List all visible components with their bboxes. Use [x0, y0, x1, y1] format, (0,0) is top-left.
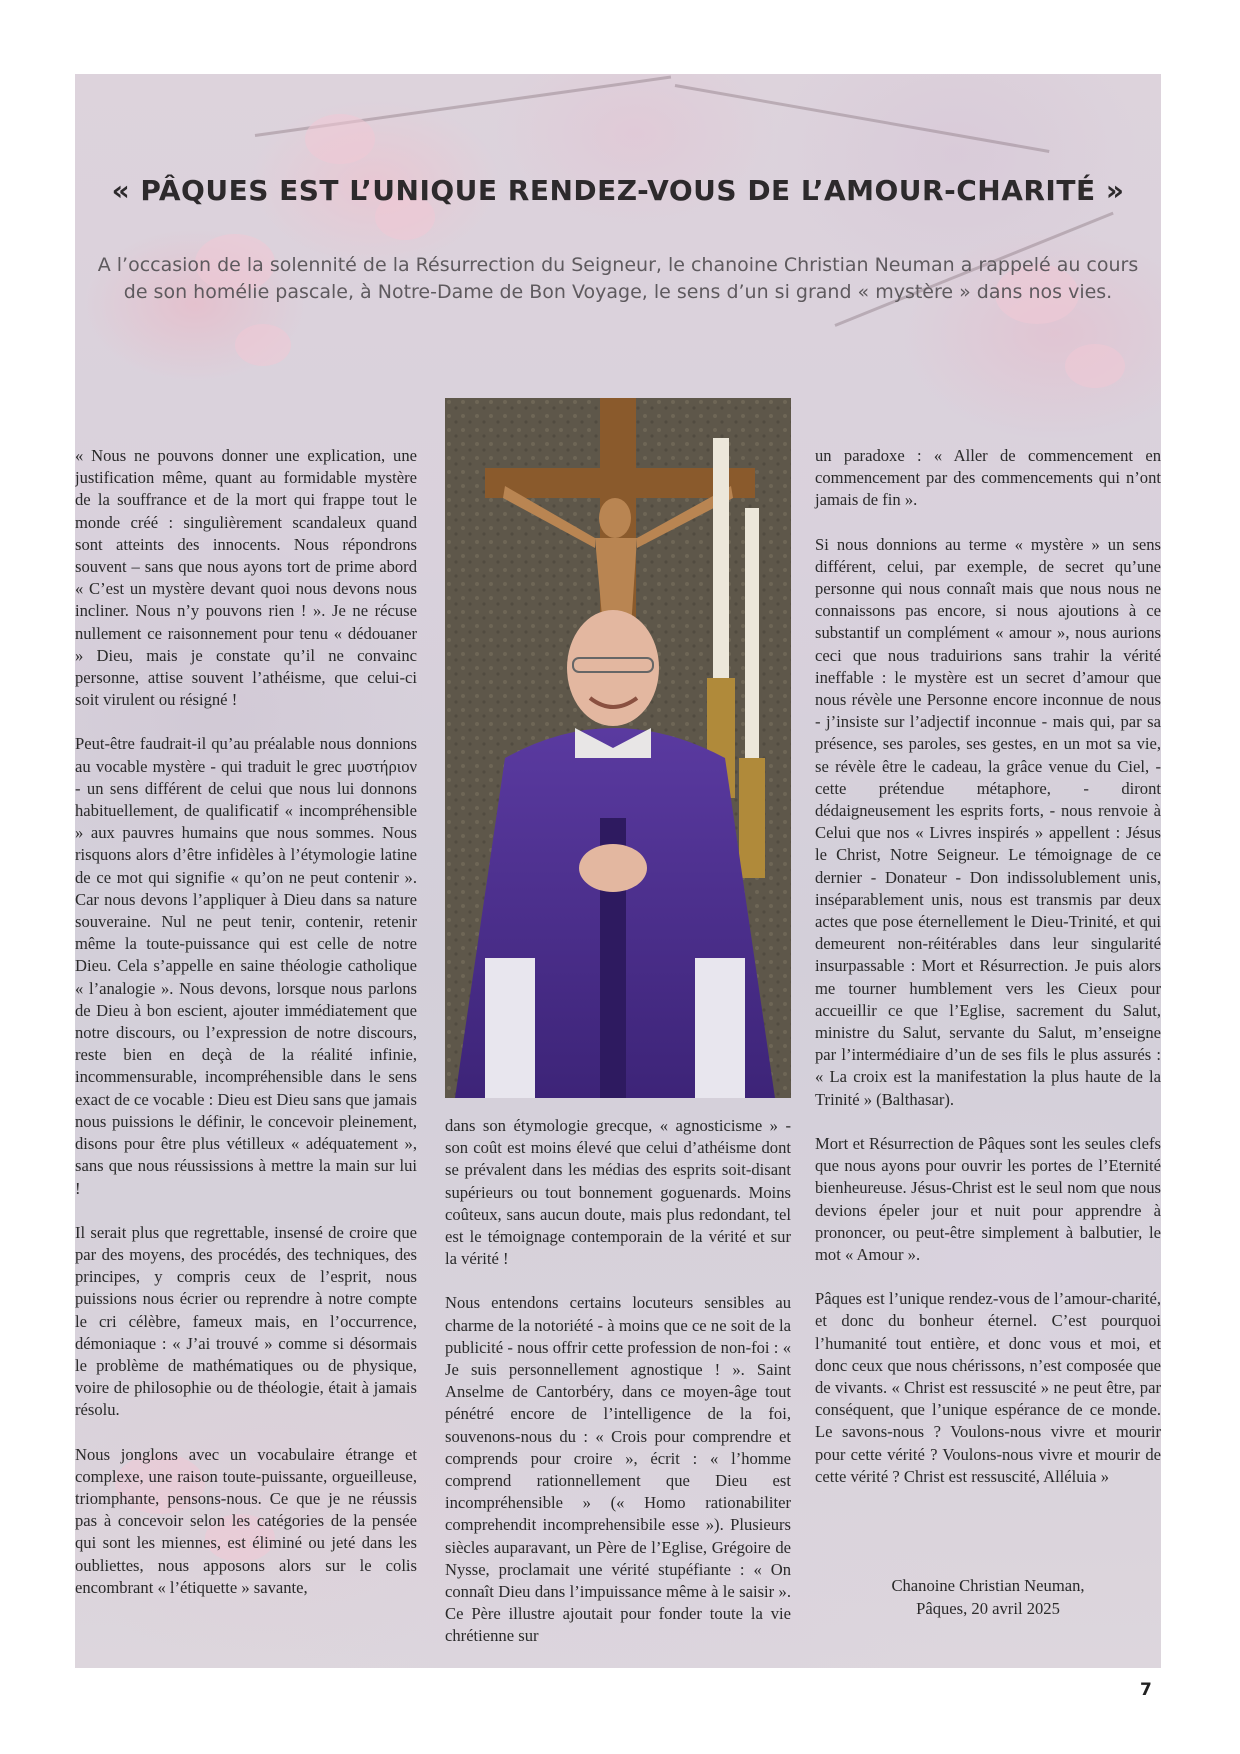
signature-date: Pâques, 20 avril 2025	[916, 1599, 1060, 1618]
paragraph: Si nous donnions au terme « mystère » un sens différent, celui, par exemple, de secret qu’une personne qui nous connaît mais que nous nous ne connaissons pas encore, si nous ajoutions à ce substantif un complément « amour », nous aurions ceci que nous traduirions sans trahir la vérité ineffable : le mystère est un secret d’amour que nous révèle une Personne encore inconnue de nous - j’insiste sur l’adjectif inconnue - mais qui, par sa présence, ses paroles, ses gestes, en un mot sa vie, se révèle être le cadeau, la grâce venue du Ciel, - cette prétendue métaphore, - diront dédaigneusement les esprits forts, - nous renvoie à Celui que nos « Livres inspirés » appellent : Jésus le Christ, Notre Seigneur. Le témoignage de ce dernier - Donateur - Don indissolublement unis, inséparablement unis, nous est transmis par deux actes que pose éternellement le Dieu-Trinité, et qui demeurent non-réitérables dans leur singularité insurpassable : Mort et Résurrection. Je puis alors me tourner humblement vers les Cieux pour accueillir ce que l’Eglise, sacrement du Salut, ministre du Salut, servante du Salut, m’enseigne par l’intermédiaire d’un de ses fils le plus assurés : « La croix est la manifestation la plus haute de la Trinité » (Balthasar).	[815, 534, 1161, 1109]
paragraph: « Nous ne pouvons donner une explication, une justification même, quant au formidable mystère de la souffrance et de la mort qui frappe tout le monde créé : singulièrement scandaleux quand sont atteints des innocents. Nous répondrons souvent – sans que nous ayons tort de prime abord « C’est un mystère devant quoi nous devons nous incliner. Nous n’y pouvons rien ! ». Je ne récuse nullement ce raisonnement pour tenu « dédouaner » Dieu, mais je constate qu’il ne convainc personne, attise souvent l’athéisme, que celui-ci soit virulent ou résigné !	[75, 446, 417, 710]
text-column-3	[815, 445, 1161, 1510]
blossom-decoration	[1065, 344, 1125, 388]
paragraph: Nous jonglons avec un vocabulaire étrange et complexe, une raison toute-puissante, orgueilleuse, triomphante, pensons-nous. Ce que je ne réussis pas à concevoir selon les catégories de la pensée qui sont les miennes, est éliminé ou jeté dans les oubliettes, nous apposons alors sur le colis encombrant « l’étiquette » savante,	[75, 1444, 417, 1597]
signature-name: Chanoine Christian Neuman,	[891, 1576, 1085, 1595]
paragraph: Il serait plus que regrettable, insensé de croire que par des moyens, des procédés, des techniques, des principes, y compris ceux de l’esprit, nous puissions nous écrier ou reprendre à notre compte le cri célèbre, fameux mais, en l’occurrence, démoniaque : « J’ai trouvé » comme si désormais le problème de mathématiques ou de physique, voire de philosophie ou de théologie, était à jamais résolu.	[75, 1222, 417, 1420]
article-background	[75, 74, 1161, 1668]
paragraph: Peut-être faudrait-il qu’au préalable nous donnions au vocable mystère - qui traduit le grec μυστήριον - un sens différent de celui que nous lui donnons habituellement, de qualificatif « incompréhensible » aux pauvres humains que nous sommes. Nous risquons alors d’être infidèles à l’étymologie latine de ce mot qui signifie « qu’on ne peut contenir ». Car nous devons l’appliquer à Dieu dans sa nature souveraine. Nul ne peut tenir, contenir, retenir même la toute-puissance qui est celle de notre Dieu. Cela s’appelle en saine théologie catholique « l’analogie ». Nous devons, lorsque nous parlons de Dieu à bon escient, ajouter immédiatement que notre discours, ou l’expression de notre discours, reste bien en deçà de la réalité infinie, incommensurable, incompréhensible dans le sens exact de ce vocable : Dieu est Dieu sans que jamais nous puissions le définir, le concevoir pleinement, disons pour être plus vétilleux « adéquatement », sans que nous réussissions à mettre la main sur lui !	[75, 734, 417, 1198]
blossom-decoration	[305, 114, 375, 164]
article-subtitle	[95, 252, 1141, 306]
paragraph: dans son étymologie grecque, « agnosticisme » - son coût est moins élevé que celui d’athéisme dont se prévalent dans les médias des esprits soit-disant supérieurs ou tout bonnement goguenards. Moins coûteux, sans aucun doute, mais plus redondant, tel est le témoignage contemporain de la vérité et sur la vérité !	[445, 1116, 791, 1269]
subtitle-line-2: de son homélie pascale, à Notre-Dame de Bon Voyage, le sens d’un si grand « mystère » dans nos vies.	[123, 281, 1113, 303]
blossom-decoration	[235, 324, 291, 366]
text-column-2	[445, 1115, 791, 1668]
paragraph: Mort et Résurrection de Pâques sont les seules clefs que nous ayons pour ouvrir les portes de l’Eternité bienheureuse. Jésus-Christ est le seul nom que nous devions épeler jour et nuit pour apprendre à prononcer, ou peut-être simplement à balbutier, le mot « Amour ».	[815, 1133, 1161, 1264]
author-signature	[815, 1574, 1161, 1620]
subtitle-line-1: A l’occasion de la solennité de la Résurrection du Seigneur, le chanoine Christian Neuman a rappelé au cours	[97, 254, 1139, 276]
priest-before-crucifix-photo	[445, 398, 791, 1098]
paragraph: un paradoxe : « Aller de commencement en commencement par des commencements qui n’ont jamais de fin ».	[815, 446, 1161, 510]
paragraph: Nous entendons certains locuteurs sensibles au charme de la notoriété - à moins que ce ne soit de la publicité - nous offrir cette profession de non-foi : « Je suis personnellement agnostique ! ». Saint Anselme de Cantorbéry, dans ce moyen-âge tout pénétré encore de l’intelligence de la foi, souvenons-nous du : « Crois pour comprendre et comprends pour croire », écrit : « l’homme comprend rationnellement que Dieu est incompréhensible » (« Homo rationabiliter comprehendit incomprehensibile esse »). Plusieurs siècles auparavant, un Père de l’Eglise, Grégoire de Nysse, proclamait une vérité stupéfiante : « On connaît Dieu dans l’impuissance même à le saisir ». Ce Père illustre ajoutait pour fonder toute la vie chrétienne sur	[445, 1293, 791, 1646]
paragraph: Pâques est l’unique rendez-vous de l’amour-charité, et donc du bonheur éternel. C’est pourquoi l’humanité tout entière, et donc vous et moi, et donc ceux que nous chérissons, n’est composée que de vivants. « Christ est ressuscité » ne peut être, par conséquent, que l’unique espérance de ce monde. Le savons-nous ? Voulons-nous vivre et mourir pour cette vérité ? Voulons-nous vivre et mourir de cette vérité ? Christ est ressuscité, Alléluia »	[815, 1289, 1161, 1486]
branch-decoration	[675, 84, 1050, 153]
article-title: « PÂQUES EST L’UNIQUE RENDEZ-VOUS DE L’AMOUR-CHARITÉ »	[111, 174, 1125, 207]
text-column-1	[75, 445, 417, 1621]
page-number: 7	[1140, 1680, 1152, 1700]
